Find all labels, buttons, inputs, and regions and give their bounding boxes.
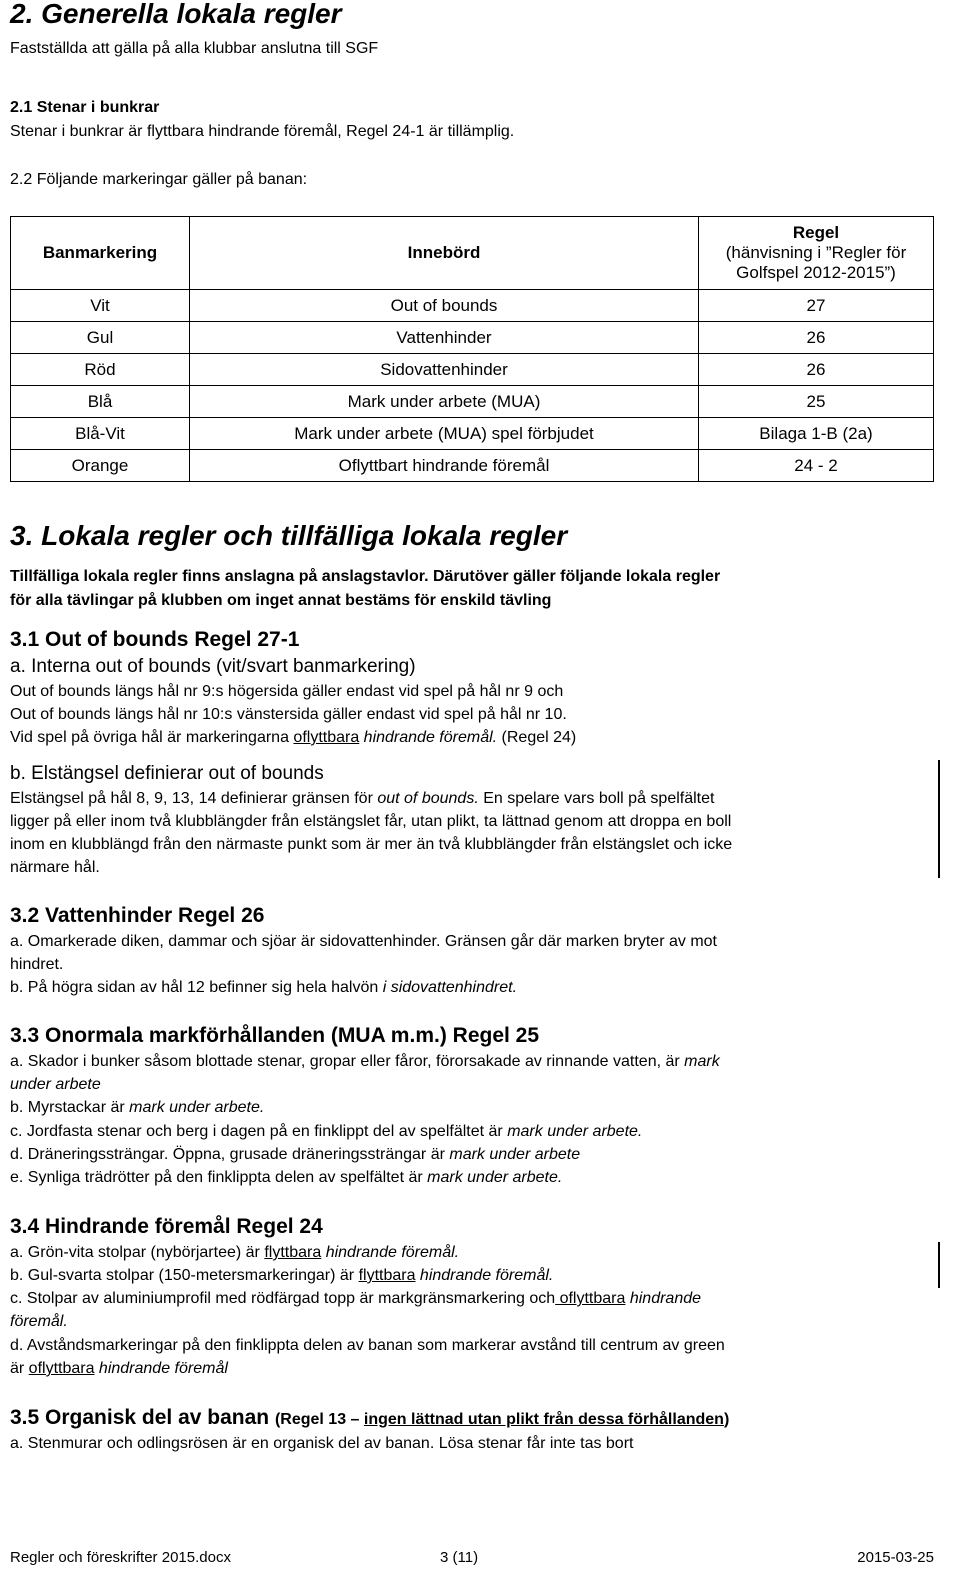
section-3-3-b: b. Myrstackar är mark under arbete.	[10, 1099, 265, 1116]
cell-meaning: Oflyttbart hindrande föremål	[190, 450, 699, 482]
section-3-4-a: a. Grön-vita stolpar (nybörjartee) är flyttbara hindrande föremål.	[10, 1244, 460, 1261]
markings-table	[10, 216, 934, 482]
cell-rule: Bilaga 1-B (2a)	[699, 418, 934, 450]
section-3-2-title: 3.2 Vattenhinder Regel 26	[10, 904, 265, 927]
section-3-4-c-line2: föremål.	[10, 1313, 68, 1330]
cell-meaning: Vattenhinder	[190, 322, 699, 354]
section-3-4-title: 3.4 Hindrande föremål Regel 24	[10, 1215, 323, 1238]
section-3-2-b: b. På högra sidan av hål 12 befinner sig hela halvön i sidovattenhindret.	[10, 979, 518, 996]
cell-meaning: Out of bounds	[190, 290, 699, 322]
cell-rule: 26	[699, 322, 934, 354]
section-3-1-a-line2: Out of bounds längs hål nr 10:s vänstersida gäller endast vid spel på hål nr 10.	[10, 706, 567, 723]
cell-mark: Blå	[11, 386, 190, 418]
section-3-1-b-title: b. Elstängsel definierar out of bounds	[10, 763, 324, 784]
cell-mark: Orange	[11, 450, 190, 482]
section-3-3-e: e. Synliga trädrötter på den finklippta delen av spelfältet är mark under arbete.	[10, 1169, 563, 1186]
header-regel-sub1: (hänvisning i ”Regler för	[725, 243, 907, 262]
footer-filename: Regler och föreskrifter 2015.docx	[10, 1549, 231, 1566]
section-2-title: 2. Generella lokala regler	[10, 0, 342, 29]
header-innebord: Innebörd	[190, 217, 699, 290]
section-3-2-a-line2: hindret.	[10, 956, 64, 973]
header-regel-sub2: Golfspel 2012-2015”)	[736, 263, 896, 282]
section-3-1-title: 3.1 Out of bounds Regel 27-1	[10, 628, 300, 651]
section-3-4-d-line1: d. Avståndsmarkeringar på den finklippta delen av banan som markerar avstånd till centrum av green	[10, 1337, 725, 1354]
cell-rule: 25	[699, 386, 934, 418]
change-bar	[938, 1242, 940, 1288]
section-2-intro: Fastställda att gälla på alla klubbar anslutna till SGF	[10, 40, 379, 57]
section-3-1-a-line1: Out of bounds längs hål nr 9:s högersida gäller endast vid spel på hål nr 9 och	[10, 683, 564, 700]
section-3-3-d: d. Dräneringssträngar. Öppna, grusade dräneringssträngar är mark under arbete	[10, 1146, 581, 1163]
section-2-2-title: 2.2 Följande markeringar gäller på banan:	[10, 171, 308, 188]
table-header-row	[11, 217, 934, 290]
cell-mark: Blå-Vit	[11, 418, 190, 450]
cell-rule: 27	[699, 290, 934, 322]
table-row	[11, 450, 934, 482]
section-3-1-b-line4: närmare hål.	[10, 859, 100, 876]
section-3-1-b-line3: inom en klubblängd från den närmaste punkt som är mer än två klubblängder från elstängslet och icke	[10, 836, 733, 853]
section-3-4-b: b. Gul-svarta stolpar (150-metersmarkeringar) är flyttbara hindrande föremål.	[10, 1267, 554, 1284]
section-3-4-c-line1: c. Stolpar av aluminiumprofil med rödfärgad topp är markgränsmarkering och oflyttbara hindrande	[10, 1290, 702, 1307]
cell-mark: Vit	[11, 290, 190, 322]
table-row	[11, 290, 934, 322]
cell-rule: 24 - 2	[699, 450, 934, 482]
section-2-1-text: Stenar i bunkrar är flyttbara hindrande föremål, Regel 24-1 är tillämplig.	[10, 123, 515, 140]
section-3-2-a-line1: a. Omarkerade diken, dammar och sjöar är sidovattenhinder. Gränsen går där marken bryter av mot	[10, 933, 717, 950]
header-regel-title: Regel	[792, 223, 840, 242]
cell-mark: Röd	[11, 354, 190, 386]
section-3-1-b-line2: ligger på eller inom två klubblängder från elstängslet får, utan plikt, ta lättnad genom att droppa en boll	[10, 813, 732, 830]
section-2-1-title: 2.1 Stenar i bunkrar	[10, 99, 160, 116]
section-3-3-a-line1: a. Skador i bunker såsom blottade stenar, gropar eller fåror, förorsakade av rinnande vatten, är mark	[10, 1053, 720, 1070]
cell-mark: Gul	[11, 322, 190, 354]
section-3-4-d-line2: är oflyttbara hindrande föremål	[10, 1360, 228, 1377]
section-3-5-a: a. Stenmurar och odlingsrösen är en organisk del av banan. Lösa stenar får inte tas bort	[10, 1435, 634, 1452]
header-regel	[699, 217, 934, 290]
section-3-intro-1: Tillfälliga lokala regler finns anslagna på anslagstavlor. Därutöver gäller följande lokala regler	[10, 568, 721, 585]
table-row	[11, 418, 934, 450]
change-bar	[938, 760, 940, 878]
section-3-1-a-line3: Vid spel på övriga hål är markeringarna oflyttbara hindrande föremål. (Regel 24)	[10, 729, 577, 746]
section-3-title: 3. Lokala regler och tillfälliga lokala regler	[10, 520, 568, 551]
table-row	[11, 354, 934, 386]
section-3-1-a-title: a. Interna out of bounds (vit/svart banmarkering)	[10, 656, 416, 677]
section-3-1-b-line1: Elstängsel på hål 8, 9, 13, 14 definierar gränsen för out of bounds. En spelare vars boll på spelfältet	[10, 790, 715, 807]
cell-meaning: Mark under arbete (MUA)	[190, 386, 699, 418]
footer-date: 2015-03-25	[857, 1549, 934, 1566]
cell-meaning: Mark under arbete (MUA) spel förbjudet	[190, 418, 699, 450]
header-banmarkering: Banmarkering	[11, 217, 190, 290]
table-row	[11, 386, 934, 418]
footer-page-number: 3 (11)	[440, 1549, 479, 1566]
table-row	[11, 322, 934, 354]
cell-rule: 26	[699, 354, 934, 386]
section-3-intro-2: för alla tävlingar på klubben om inget annat bestäms för enskild tävling	[10, 592, 552, 609]
section-3-3-c: c. Jordfasta stenar och berg i dagen på en finklippt del av spelfältet är mark under arbete.	[10, 1123, 643, 1140]
section-3-3-a-line2: under arbete	[10, 1076, 101, 1093]
section-3-5-title: 3.5 Organisk del av banan (Regel 13 – ingen lättnad utan plikt från dessa förhållanden)	[10, 1406, 730, 1429]
section-3-3-title: 3.3 Onormala markförhållanden (MUA m.m.) Regel 25	[10, 1024, 540, 1047]
cell-meaning: Sidovattenhinder	[190, 354, 699, 386]
